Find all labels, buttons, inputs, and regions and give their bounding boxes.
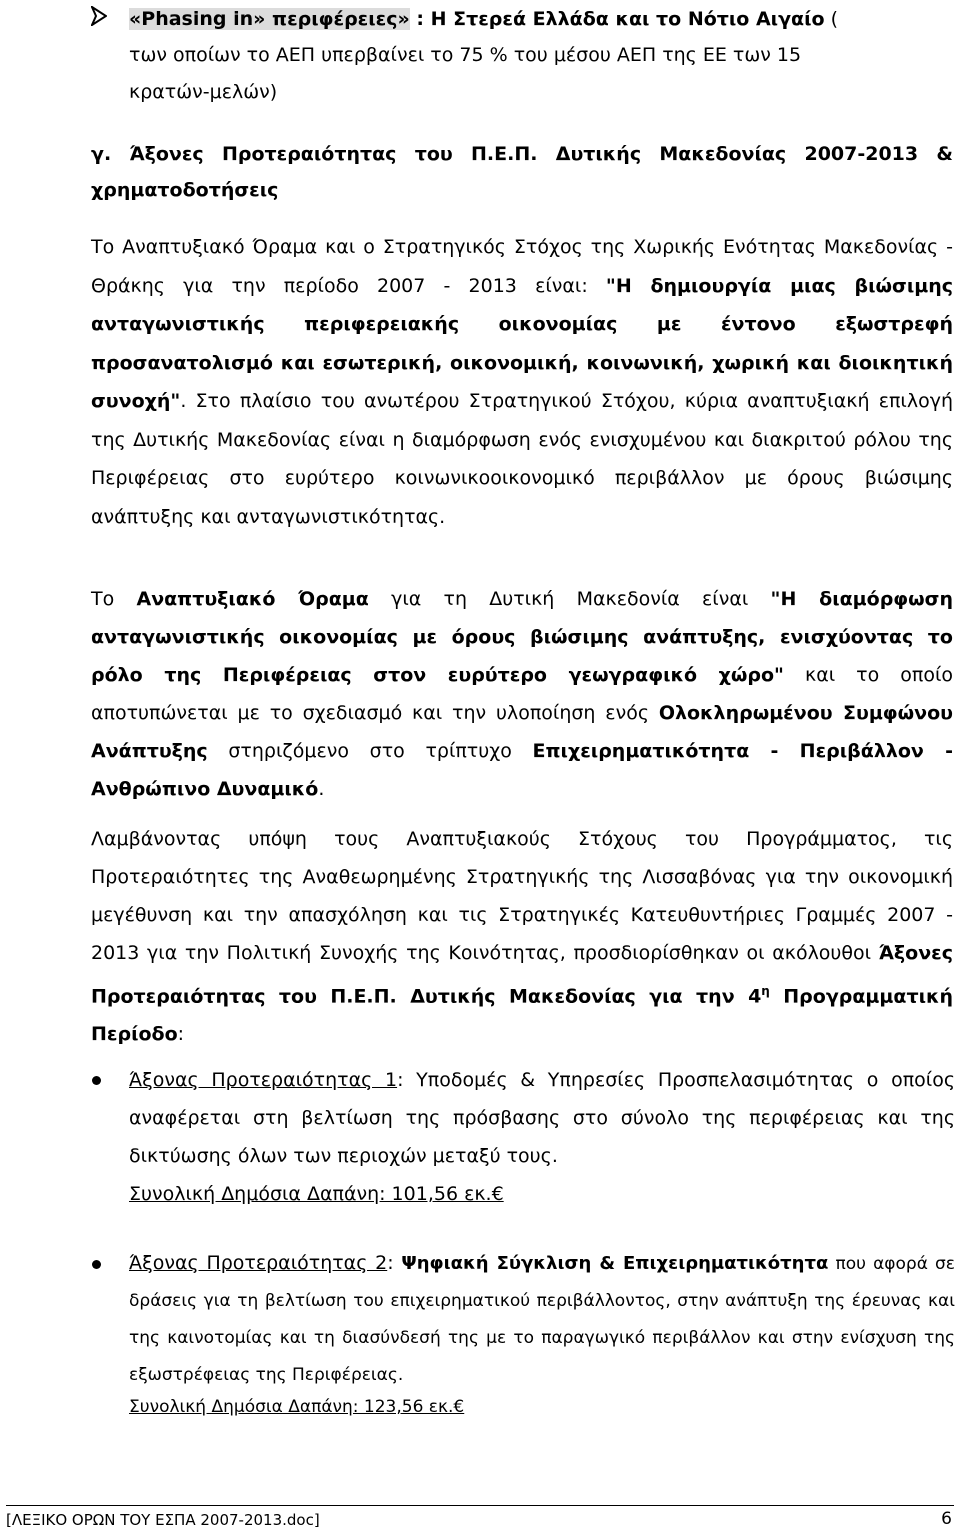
phasing-in-paren: ( — [824, 8, 838, 30]
bullet-dot-icon — [92, 1076, 101, 1085]
bullet-dot-icon — [92, 1260, 101, 1269]
phasing-in-item — [129, 0, 955, 38]
axis-2-cost: Συνολική Δημόσια Δαπάνη: 123,56 εκ.€ — [129, 1397, 465, 1417]
text-span: : — [397, 1069, 417, 1091]
text-span: και το οποίο αποτυπώνεται με το σχεδιασμό και την υλοποίηση ενός — [91, 664, 954, 724]
bold-span: Αναπτυξιακό Όραμα — [136, 588, 369, 610]
axis-2-item — [129, 1245, 955, 1393]
phasing-in-line3: κρατών-μελών) — [129, 81, 278, 103]
axis-2-description: που αφορά σε δράσεις για τη βελτίωση του επιχειρηματικού περιβάλλοντος, στην ανάπτυξη της έρευνας και της καινοτομίας και τη διασύνδεσή της με το παραγωγικό περιβάλλον και στην ενίσχυση της εξωστρέφειας της Περιφέρειας. — [129, 1254, 955, 1385]
text-span: Το — [91, 588, 137, 610]
superscript: η — [761, 984, 770, 998]
axis-2-title: Ψηφιακή Σύγκλιση & Επιχειρηματικότητα — [401, 1253, 829, 1274]
text-span: . — [318, 778, 325, 800]
phasing-in-regions: : Η Στερεά Ελλάδα και το Νότιο Αιγαίο — [409, 8, 825, 30]
paragraph-vision-intro: Το Αναπτυξιακό Όραμα και ο Στρατηγικός Στόχος της Χωρικής Ενότητας Μακεδονίας - Θράκης για την περίοδο 2007 - 2013 είναι: — [91, 236, 953, 297]
axis-1-label: Άξονας Προτεραιότητας 1 — [129, 1069, 398, 1091]
arrow-bullet-icon — [91, 6, 107, 26]
bold-span: Επιχειρηματικότητα - Περιβάλλον - Ανθρώπινο Δυναμικό — [91, 740, 954, 800]
paragraph-priority-axes — [91, 820, 953, 1053]
footer-divider — [6, 1505, 954, 1506]
axis-1-cost: Συνολική Δημόσια Δαπάνη: 101,56 εκ.€ — [129, 1183, 504, 1205]
footer-document-name: [ΛΕΞΙΚΟ ΟΡΩΝ ΤΟΥ ΕΣΠΑ 2007-2013.doc] — [6, 1511, 320, 1529]
text-span: : — [387, 1252, 402, 1274]
paragraph-vision-rest: . Στο πλαίσιο του ανωτέρου Στρατηγικού Στόχου, κύρια αναπτυξιακή επιλογή της Δυτικής Μακεδονίας είναι η διαμόρφωση ενός ενισχυμένου και διακριτού ρόλου της Περιφέρειας στο ευρύτερο κοινωνικοοικονομικό περιβάλλον με όρους βιώσιμης ανάπτυξης και ανταγωνιστικότητας. — [91, 390, 953, 528]
phasing-in-line2: των οποίων το ΑΕΠ υπερβαίνει το 75 % του μέσου ΑΕΠ της ΕΕ των 15 — [129, 44, 802, 66]
text-span: : — [177, 1023, 185, 1046]
bold-span: Άξονες Προτεραιότητας του Π.Ε.Π. Δυτικής Μακεδονίας για την 4 — [91, 942, 953, 1008]
text-span: Λαμβάνοντας υπόψη τους Αναπτυξιακούς Στόχους του Προγράμματος, τις Προτεραιότητες της Αναθεωρημένης Στρατηγικής της Λισσαβόνας για την οικονομική μεγέθυνση και την απασχόληση και τις Στρατηγικές Κατευθυντήριες Γραμμές 2007 - 2013 για την Πολιτική Συνοχής της Κοινότητας, προσδιορίσθηκαν οι ακόλουθοι — [91, 828, 953, 964]
paragraph-development-vision — [91, 580, 953, 808]
bold-span: Προγραμματική Περίοδο — [91, 985, 953, 1046]
bold-span: "Η διαμόρφωση ανταγωνιστικής οικονομίας με όρους βιώσιμης ανάπτυξης, ενισχύοντας το ρόλο της Περιφέρειας στον ευρύτερο γεωγραφικό χώρο" — [91, 588, 954, 686]
axis-1-item — [129, 1061, 955, 1175]
text-span: στηριζόμενο στο τρίπτυχο — [207, 740, 533, 762]
bold-span: Ολοκληρωμένου Συμφώνου Ανάπτυξης — [91, 702, 953, 762]
section-heading: γ. Άξονες Προτεραιότητας του Π.Ε.Π. Δυτικής Μακεδονίας 2007-2013 & χρηματοδοτήσεις — [91, 143, 953, 201]
axis-2-label: Άξονας Προτεραιότητας 2 — [129, 1252, 388, 1274]
phasing-in-title: «Phasing in» περιφέρειες» — [129, 8, 410, 30]
page-number: 6 — [941, 1509, 952, 1529]
paragraph-vision — [91, 228, 953, 536]
text-span: για τη Δυτική Μακεδονία είναι — [368, 588, 771, 610]
axis-1-description: Υποδομές & Υπηρεσίες Προσπελασιμότητας ο οποίος αναφέρεται στη βελτίωση της πρόσβασης στο σύνολο της περιφέρειας και της δικτύωσης όλων των περιοχών μεταξύ τους. — [129, 1069, 955, 1167]
paragraph-vision-quote: "Η δημιουργία μιας βιώσιμης ανταγωνιστικής περιφερειακής οικονομίας με έντονο εξωστρεφή προσανατολισμό και εσωτερική, οικονομική, κοινωνική, χωρική και διοικητική συνοχή" — [91, 274, 954, 412]
